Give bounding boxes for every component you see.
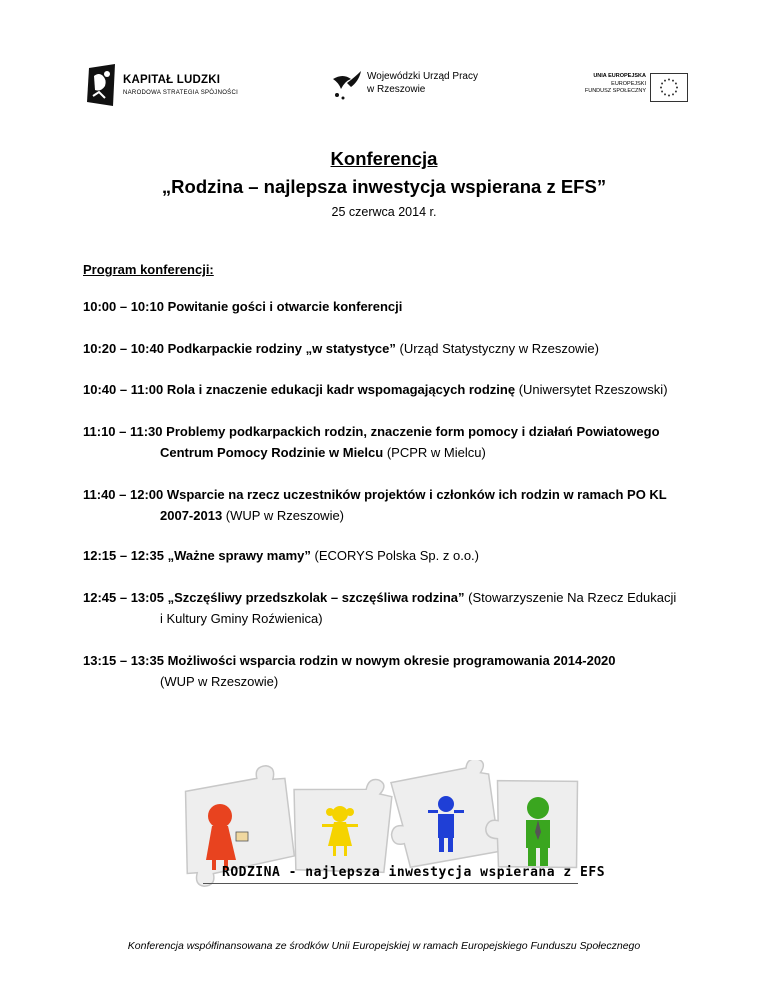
program-item [83, 588, 676, 608]
item-note: (Uniwersytet Rzeszowski) [518, 382, 668, 397]
item-title: Wsparcie na rzecz uczestników projektów i członków ich rodzin w ramach PO KL [166, 487, 667, 502]
eu-star [672, 80, 674, 82]
eu-star [664, 80, 666, 82]
kapital-ludzki-emblem-icon [85, 62, 119, 108]
program-item [83, 380, 668, 400]
item-note-cont: (WUP w Rzeszowie) [160, 674, 279, 689]
item-title: Powitanie gości i otwarcie konferencji [167, 299, 403, 314]
wup-bird-icon [331, 69, 365, 101]
eu-star [676, 87, 678, 89]
page-title: Konferencja [330, 148, 438, 169]
conference-date: 25 czerwca 2014 r. [331, 205, 437, 219]
item-title: Rola i znaczenie edukacji kadr wspomagających rodzinę [166, 382, 516, 397]
item-title-cont: 2007-2013 [160, 508, 223, 523]
item-time: 10:00 – 10:10 [83, 299, 164, 314]
kapital-ludzki-title: KAPITAŁ LUDZKI [123, 74, 221, 86]
program-item-continuation [160, 443, 486, 463]
program-item [83, 339, 599, 359]
kapital-ludzki-subtitle: NARODOWA STRATEGIA SPÓJNOŚCI [123, 90, 239, 96]
item-time: 10:20 – 10:40 [83, 341, 164, 356]
item-time: 11:40 – 12:00 [83, 487, 164, 502]
eu-star [664, 93, 666, 95]
eu-star [668, 79, 670, 81]
program-item-continuation [160, 609, 323, 629]
family-banner-text: RODZINA - najlepsza inwestycja wspierana z EFS [222, 865, 606, 880]
wup-logo [331, 69, 481, 103]
item-title: „Ważne sprawy mamy” [167, 548, 311, 563]
item-title: Możliwości wsparcia rodzin w nowym okresie programowania 2014-2020 [167, 653, 616, 668]
item-time: 13:15 – 13:35 [83, 653, 164, 668]
eu-flag-icon [650, 73, 688, 102]
program-heading: Program konferencji: [83, 262, 214, 277]
item-note: (Stowarzyszenie Na Rzecz Edukacji [468, 590, 677, 605]
banner-underline [203, 883, 578, 884]
program-item [83, 485, 667, 505]
eu-line3: FUNDUSZ SPOŁECZNY [584, 88, 646, 94]
item-time: 11:10 – 11:30 [83, 424, 163, 439]
program-item-continuation [160, 506, 344, 526]
item-title: Podkarpackie rodziny „w statystyce” [167, 341, 396, 356]
eu-star [661, 83, 663, 85]
item-title-cont: Centrum Pomocy Rodzinie w Mielcu [160, 445, 384, 460]
eu-star [660, 87, 662, 89]
eu-star [661, 91, 663, 93]
eu-line2: EUROPEJSKI [611, 80, 646, 87]
eu-line1: UNIA EUROPEJSKA [593, 73, 646, 79]
wup-name-line1: Wojewódzki Urząd Pracy [367, 71, 478, 82]
program-item [83, 422, 660, 442]
item-time: 12:15 – 12:35 [83, 548, 164, 563]
kapital-ludzki-logo [85, 62, 245, 108]
eu-star [672, 93, 674, 95]
item-note: (Urząd Statystyczny w Rzeszowie) [399, 341, 599, 356]
item-title: Problemy podkarpackich rodzin, znaczenie form pomocy i działań Powiatowego [166, 424, 660, 439]
program-item [83, 546, 479, 566]
item-note: (ECORYS Polska Sp. z o.o.) [314, 548, 479, 563]
eu-star [675, 83, 677, 85]
eu-logo-text [585, 73, 646, 96]
item-note: (PCPR w Mielcu) [386, 445, 486, 460]
conference-subtitle: „Rodzina – najlepsza inwestycja wspierana z EFS” [161, 176, 607, 197]
wup-name-line2: w Rzeszowie [367, 84, 426, 95]
eu-logo [576, 73, 688, 105]
program-item [83, 297, 402, 317]
item-note-cont: i Kultury Gminy Roźwienica) [160, 611, 323, 626]
item-note: (WUP w Rzeszowie) [225, 508, 345, 523]
item-title: „Szczęśliwy przedszkolak – szczęśliwa rodzina” [167, 590, 465, 605]
program-item [83, 651, 616, 671]
eu-star [675, 91, 677, 93]
program-item-continuation [160, 672, 278, 692]
item-time: 10:40 – 11:00 [83, 382, 164, 397]
footer-note: Konferencja współfinansowana ze środków Unii Europejskiej w ramach Europejskiego Funduszu Społecznego [127, 940, 641, 952]
item-time: 12:45 – 13:05 [83, 590, 164, 605]
eu-star [668, 95, 670, 97]
